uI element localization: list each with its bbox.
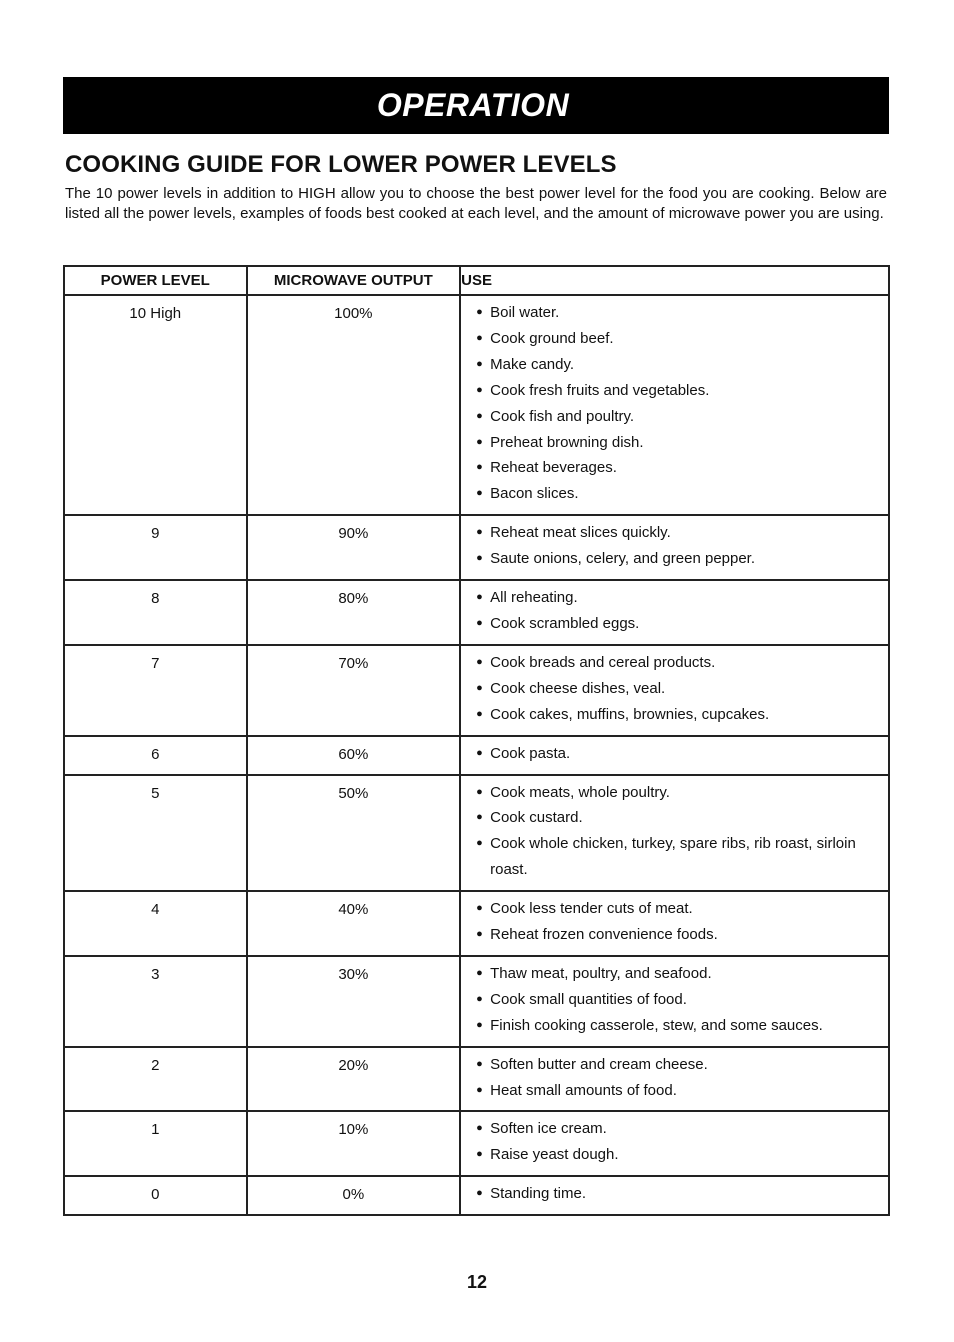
use-item: ● Cook whole chicken, turkey, spare ribs, rib roast, sirloin roast. <box>476 831 880 883</box>
use-item: ● Cook meats, whole poultry. <box>476 780 880 806</box>
use-cell <box>460 1111 889 1176</box>
use-cell <box>460 1176 889 1215</box>
use-cell <box>460 736 889 775</box>
table-row <box>64 1176 889 1215</box>
table-row <box>64 736 889 775</box>
use-item: ● Soften ice cream. <box>476 1116 880 1142</box>
power-level-cell: 8 <box>64 580 247 645</box>
use-item: ● Cook cakes, muffins, brownies, cupcakes. <box>476 702 880 728</box>
power-level-cell: 2 <box>64 1047 247 1112</box>
use-item: ● All reheating. <box>476 585 880 611</box>
use-item: ● Standing time. <box>476 1181 880 1207</box>
table-row <box>64 956 889 1047</box>
banner-title: OPERATION <box>376 87 570 123</box>
use-list <box>476 1052 880 1104</box>
use-cell <box>460 1047 889 1112</box>
use-list <box>476 520 880 572</box>
use-cell <box>460 775 889 892</box>
use-item: ● Cook breads and cereal products. <box>476 650 880 676</box>
table-row <box>64 1111 889 1176</box>
use-cell <box>460 956 889 1047</box>
use-item: ● Raise yeast dough. <box>476 1142 880 1168</box>
microwave-output-cell: 0% <box>247 1176 461 1215</box>
page-number: 12 <box>466 1272 488 1292</box>
intro-paragraph: The 10 power levels in addition to HIGH allow you to choose the best power level for the food you are cooking. Below are listed all the power levels, examples of foods best cooked at each level, and the amount of microwave power you are using. <box>65 185 887 222</box>
power-level-cell: 0 <box>64 1176 247 1215</box>
microwave-output-cell: 100% <box>247 295 461 515</box>
use-item: ● Reheat frozen convenience foods. <box>476 922 880 948</box>
microwave-output-cell: 10% <box>247 1111 461 1176</box>
header-microwave-output: MICROWAVE OUTPUT <box>247 266 461 295</box>
microwave-output-cell: 50% <box>247 775 461 892</box>
use-list <box>476 780 880 884</box>
microwave-output-cell: 60% <box>247 736 461 775</box>
power-level-cell: 6 <box>64 736 247 775</box>
page-title: COOKING GUIDE FOR LOWER POWER LEVELS <box>65 151 617 178</box>
use-item: ● Cook fresh fruits and vegetables. <box>476 378 880 404</box>
use-cell <box>460 580 889 645</box>
table-row <box>64 775 889 892</box>
use-item: ● Boil water. <box>476 300 880 326</box>
power-level-cell: 3 <box>64 956 247 1047</box>
use-item: ● Cook pasta. <box>476 741 880 767</box>
microwave-output-cell: 30% <box>247 956 461 1047</box>
use-item: ● Cook cheese dishes, veal. <box>476 676 880 702</box>
use-cell <box>460 645 889 736</box>
use-item: ● Finish cooking casserole, stew, and some sauces. <box>476 1013 880 1039</box>
table-row <box>64 891 889 956</box>
power-level-table <box>63 265 890 1216</box>
use-item: ● Reheat beverages. <box>476 455 880 481</box>
use-item: ● Cook ground beef. <box>476 326 880 352</box>
use-list <box>476 585 880 637</box>
use-list <box>476 300 880 507</box>
use-list <box>476 1116 880 1168</box>
microwave-output-cell: 70% <box>247 645 461 736</box>
use-list <box>476 650 880 728</box>
microwave-output-cell: 80% <box>247 580 461 645</box>
power-level-cell: 10 High <box>64 295 247 515</box>
power-level-cell: 9 <box>64 515 247 580</box>
use-item: ● Make candy. <box>476 352 880 378</box>
table-row <box>64 515 889 580</box>
power-level-cell: 1 <box>64 1111 247 1176</box>
use-list <box>476 961 880 1039</box>
table-row <box>64 645 889 736</box>
use-item: ● Cook fish and poultry. <box>476 404 880 430</box>
microwave-output-cell: 40% <box>247 891 461 956</box>
use-list <box>476 1181 880 1207</box>
use-cell <box>460 515 889 580</box>
microwave-output-cell: 20% <box>247 1047 461 1112</box>
table-row <box>64 580 889 645</box>
table-header-row <box>64 266 889 295</box>
use-item: ● Preheat browning dish. <box>476 430 880 456</box>
use-item: ● Bacon slices. <box>476 481 880 507</box>
power-level-cell: 5 <box>64 775 247 892</box>
use-cell <box>460 295 889 515</box>
microwave-output-cell: 90% <box>247 515 461 580</box>
use-item: ● Reheat meat slices quickly. <box>476 520 880 546</box>
use-item: ● Cook scrambled eggs. <box>476 611 880 637</box>
use-item: ● Thaw meat, poultry, and seafood. <box>476 961 880 987</box>
power-level-cell: 4 <box>64 891 247 956</box>
power-level-cell: 7 <box>64 645 247 736</box>
use-list <box>476 896 880 948</box>
section-banner <box>63 77 889 134</box>
use-item: ● Heat small amounts of food. <box>476 1078 880 1104</box>
use-item: ● Cook custard. <box>476 805 880 831</box>
header-use: USE <box>460 266 889 295</box>
use-cell <box>460 891 889 956</box>
header-power-level: POWER LEVEL <box>64 266 247 295</box>
table-row <box>64 1047 889 1112</box>
use-item: ● Soften butter and cream cheese. <box>476 1052 880 1078</box>
table-row <box>64 295 889 515</box>
table-body <box>64 295 889 1215</box>
use-item: ● Cook less tender cuts of meat. <box>476 896 880 922</box>
use-list <box>476 741 880 767</box>
use-item: ● Saute onions, celery, and green pepper. <box>476 546 880 572</box>
use-item: ● Cook small quantities of food. <box>476 987 880 1013</box>
